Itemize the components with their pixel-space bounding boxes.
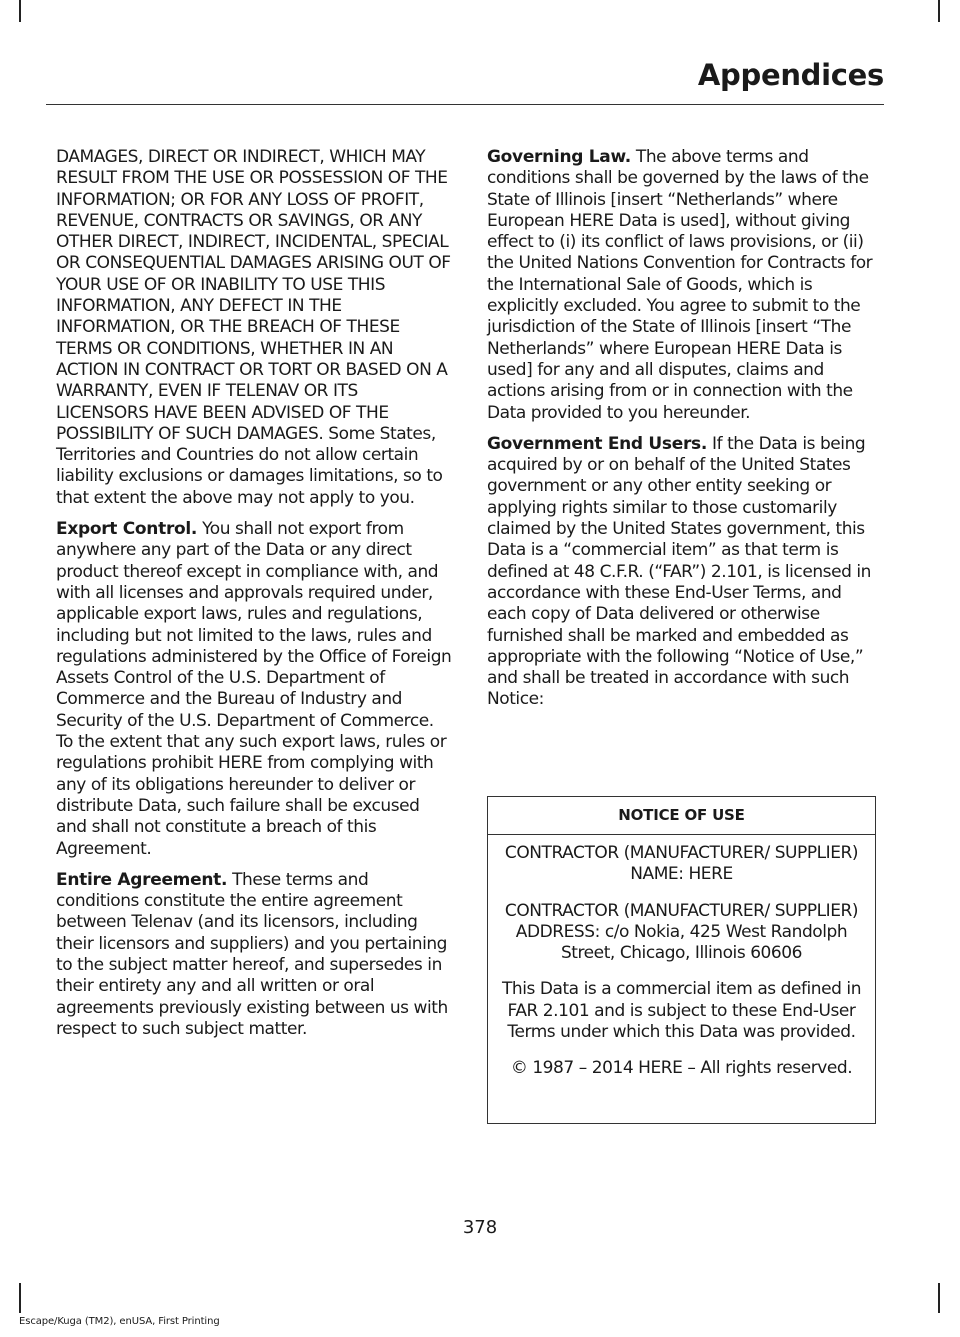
notice-contractor-name: CONTRACTOR (MANUFACTURER/ SUPPLIER) NAME: HERE: [504, 843, 859, 885]
paragraph-export-control: [56, 519, 452, 860]
page-title: Appendices: [697, 58, 884, 92]
paragraph-government-end-users: [487, 434, 883, 711]
paragraph-governing-law: [487, 147, 883, 424]
paragraph-heading: Government End Users.: [487, 433, 708, 454]
crop-mark: [938, 1283, 940, 1313]
paragraph-text: These terms and conditions constitute the entire agreement between Telenav (and its licensors, including their licensors and suppliers) and you pertaining to the subject matter hereof, and supersedes in their entirety any and all written or oral agreements previously existing between us with respect to such subject matter.: [56, 869, 448, 1039]
crop-mark: [19, 0, 21, 22]
notice-body: [488, 835, 875, 1080]
paragraph-text: The above terms and conditions shall be governed by the laws of the State of Illinois [insert “Netherlands” where European HERE Data is used], without giving effect to (i) its conflict of laws provisions, or (ii) the United Nations Convention for Contracts for the International Sale of Goods, which is explicitly excluded. You agree to submit to the jurisdiction of the State of Illinois [insert “The Netherlands” where European HERE Data is used] for any and all disputes, claims and actions arising from or in connection with the Data provided to you hereunder.: [487, 147, 873, 423]
notice-title: NOTICE OF USE: [488, 797, 875, 835]
footer-edition: Escape/Kuga (TM2), enUSA, First Printing: [19, 1316, 220, 1327]
paragraph-entire-agreement: [56, 870, 452, 1040]
header-divider: [46, 104, 884, 105]
paragraph-heading: Entire Agreement.: [56, 869, 228, 890]
paragraph-text: You shall not export from anywhere any part of the Data or any direct product thereof except in compliance with, and with all licenses and approvals required under, applicable export laws, rules and regulations, including but not limited to the laws, rules and regulations administered by the Office of Foreign Assets Control of the U.S. Department of Commerce and the Bureau of Industry and Security of the U.S. Department of Commerce. To the extent that any such export laws, rules or regulations prohibit HERE from complying with any of its obligations hereunder to deliver or distribute Data, such failure shall be excused and shall not constitute a breach of this Agreement.: [56, 519, 452, 859]
notice-of-use-box: [487, 796, 876, 1124]
right-column: [487, 147, 883, 721]
paragraph-text: DAMAGES, DIRECT OR INDIRECT, WHICH MAY RESULT FROM THE USE OR POSSESSION OF THE INFORMATION; OR FOR ANY LOSS OF PROFIT, REVENUE, CONTRACTS OR SAVINGS, OR ANY OTHER DIRECT, INDIRECT, INCIDENTAL, SPECIAL OR CONSEQUENTIAL DAMAGES ARISING OUT OF YOUR USE OF OR INABILITY TO USE THIS INFORMATION, ANY DEFECT IN THE INFORMATION, OR THE BREACH OF THESE TERMS OR CONDITIONS, WHETHER IN AN ACTION IN CONTRACT OR TORT OR BASED ON A WARRANTY, EVEN IF TELENAV OR ITS LICENSORS HAVE BEEN ADVISED OF THE POSSIBILITY OF SUCH DAMAGES. Some States, Territories and Countries do not allow certain liability exclusions or damages limitations, so to that extent the above may not apply to you.: [56, 147, 451, 508]
notice-commercial-item: This Data is a commercial item as defined in FAR 2.101 and is subject to these End-User Terms under which this Data was provided.: [501, 979, 862, 1043]
paragraph-damages: [56, 147, 452, 509]
paragraph-heading: Governing Law.: [487, 147, 631, 167]
paragraph-heading: Export Control.: [56, 519, 198, 540]
left-column: [56, 147, 452, 1050]
crop-mark: [938, 0, 940, 22]
notice-copyright: © 1987 – 2014 HERE – All rights reserved.: [510, 1058, 853, 1079]
notice-contractor-address: CONTRACTOR (MANUFACTURER/ SUPPLIER) ADDRESS: c/o Nokia, 425 West Randolph Street, Chicago, Illinois 60606: [504, 900, 859, 964]
crop-mark: [19, 1283, 21, 1313]
paragraph-text: If the Data is being acquired by or on behalf of the United States government or any other entity seeking or applying rights similar to those customarily claimed by the United States government, this Data is a “commercial item” as that term is defined at 48 C.F.R. (“FAR”) 2.101, is licensed in accordance with these End-User Terms, and each copy of Data delivered or otherwise furnished shall be marked and embedded as appropriate with the following “Notice of Use,” and shall be treated in accordance with such Notice:: [487, 433, 871, 710]
page-number: 378: [462, 1217, 498, 1238]
